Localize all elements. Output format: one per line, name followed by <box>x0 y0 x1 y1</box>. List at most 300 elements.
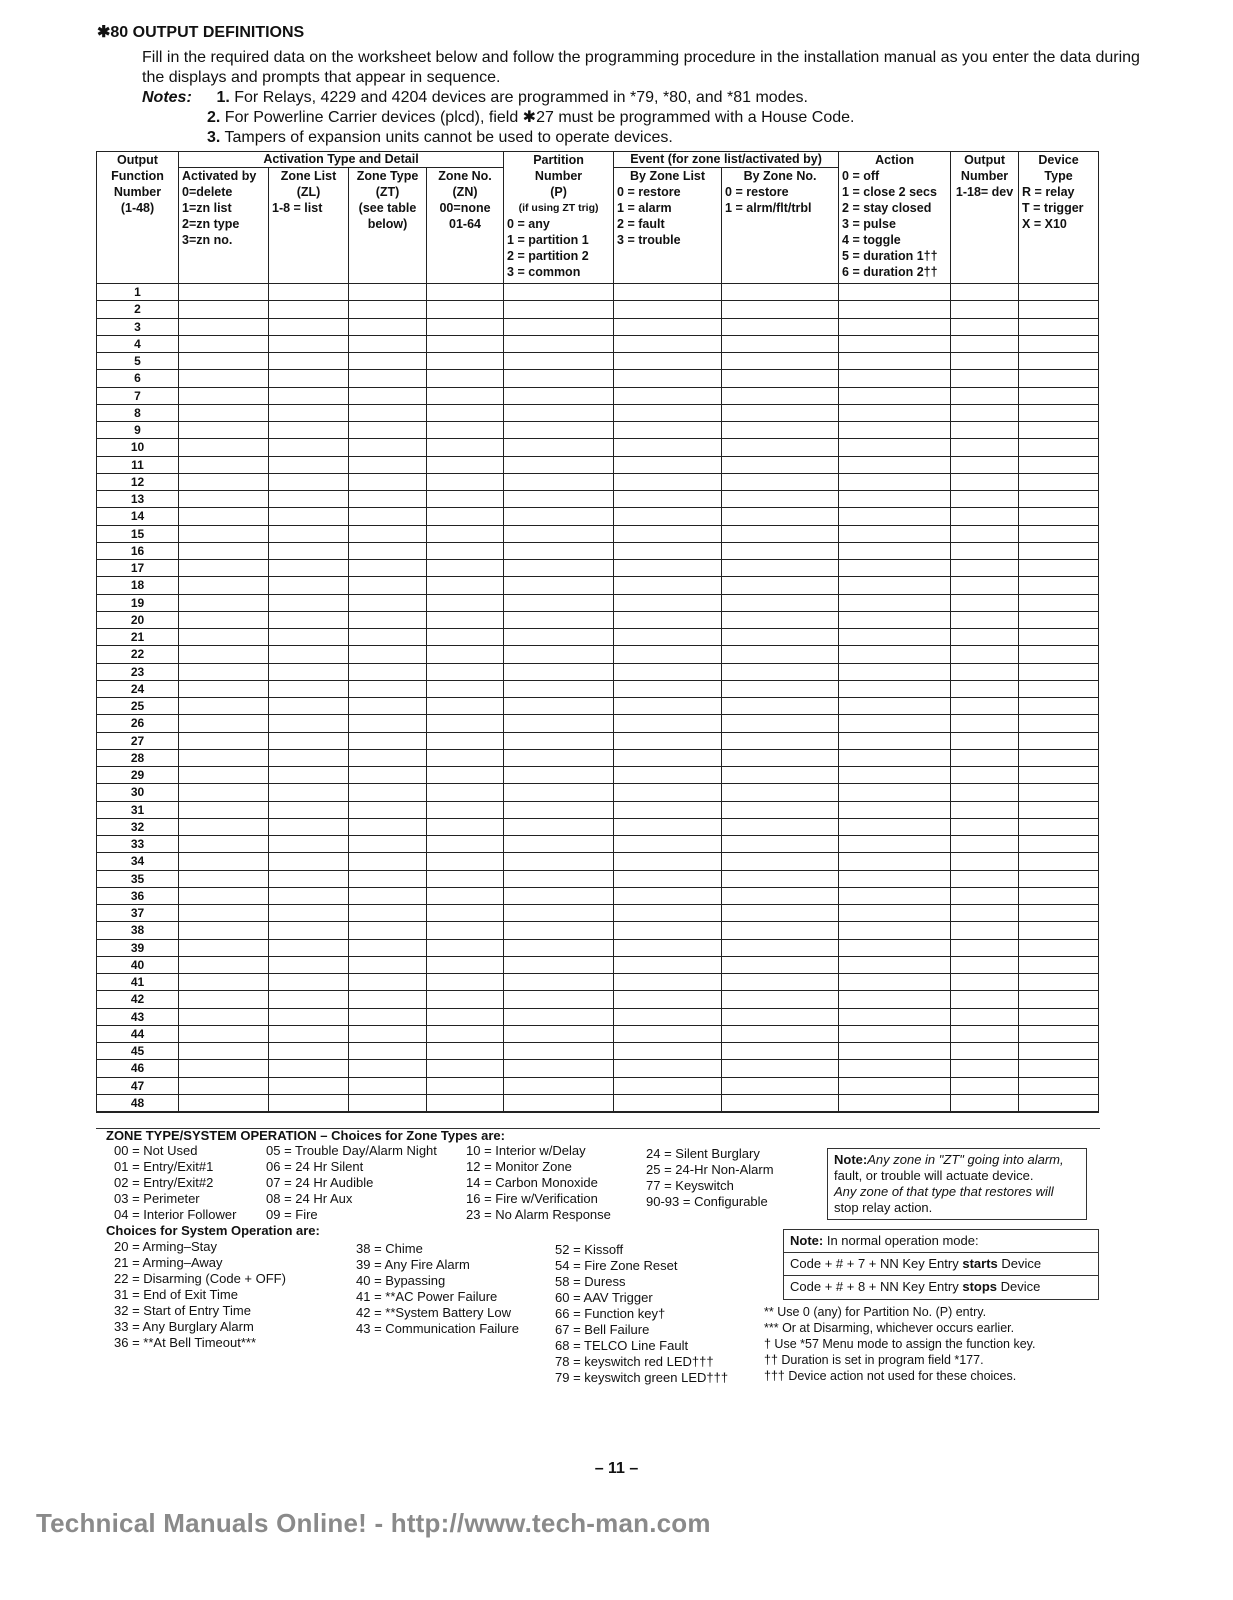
entry-cell[interactable] <box>1019 801 1099 818</box>
entry-cell[interactable] <box>349 1043 427 1060</box>
entry-cell[interactable] <box>179 508 269 525</box>
entry-cell[interactable] <box>1019 732 1099 749</box>
entry-cell[interactable] <box>722 301 839 318</box>
entry-cell[interactable] <box>951 922 1019 939</box>
entry-cell[interactable] <box>504 594 614 611</box>
entry-cell[interactable] <box>427 732 504 749</box>
entry-cell[interactable] <box>427 1008 504 1025</box>
entry-cell[interactable] <box>269 560 349 577</box>
entry-cell[interactable] <box>179 749 269 766</box>
entry-cell[interactable] <box>179 715 269 732</box>
entry-cell[interactable] <box>504 439 614 456</box>
entry-cell[interactable] <box>951 1025 1019 1042</box>
entry-cell[interactable] <box>951 663 1019 680</box>
entry-cell[interactable] <box>839 939 951 956</box>
entry-cell[interactable] <box>269 508 349 525</box>
entry-cell[interactable] <box>504 784 614 801</box>
entry-cell[interactable] <box>179 611 269 628</box>
entry-cell[interactable] <box>269 422 349 439</box>
entry-cell[interactable] <box>179 473 269 490</box>
entry-cell[interactable] <box>839 335 951 352</box>
entry-cell[interactable] <box>951 698 1019 715</box>
entry-cell[interactable] <box>951 491 1019 508</box>
entry-cell[interactable] <box>269 922 349 939</box>
entry-cell[interactable] <box>504 301 614 318</box>
entry-cell[interactable] <box>722 801 839 818</box>
entry-cell[interactable] <box>722 836 839 853</box>
entry-cell[interactable] <box>269 370 349 387</box>
entry-cell[interactable] <box>504 353 614 370</box>
entry-cell[interactable] <box>179 456 269 473</box>
entry-cell[interactable] <box>722 456 839 473</box>
entry-cell[interactable] <box>1019 749 1099 766</box>
entry-cell[interactable] <box>349 353 427 370</box>
entry-cell[interactable] <box>951 646 1019 663</box>
entry-cell[interactable] <box>349 767 427 784</box>
entry-cell[interactable] <box>1019 939 1099 956</box>
entry-cell[interactable] <box>1019 335 1099 352</box>
entry-cell[interactable] <box>504 974 614 991</box>
entry-cell[interactable] <box>427 422 504 439</box>
entry-cell[interactable] <box>839 404 951 421</box>
entry-cell[interactable] <box>614 473 722 490</box>
entry-cell[interactable] <box>839 542 951 559</box>
entry-cell[interactable] <box>504 629 614 646</box>
entry-cell[interactable] <box>1019 663 1099 680</box>
entry-cell[interactable] <box>349 560 427 577</box>
entry-cell[interactable] <box>179 542 269 559</box>
entry-cell[interactable] <box>839 318 951 335</box>
entry-cell[interactable] <box>951 370 1019 387</box>
entry-cell[interactable] <box>504 663 614 680</box>
entry-cell[interactable] <box>839 715 951 732</box>
entry-cell[interactable] <box>722 784 839 801</box>
entry-cell[interactable] <box>504 767 614 784</box>
entry-cell[interactable] <box>179 939 269 956</box>
entry-cell[interactable] <box>839 1025 951 1042</box>
entry-cell[interactable] <box>839 991 951 1008</box>
entry-cell[interactable] <box>614 577 722 594</box>
entry-cell[interactable] <box>1019 422 1099 439</box>
entry-cell[interactable] <box>722 663 839 680</box>
entry-cell[interactable] <box>349 491 427 508</box>
entry-cell[interactable] <box>1019 646 1099 663</box>
entry-cell[interactable] <box>614 680 722 697</box>
entry-cell[interactable] <box>839 663 951 680</box>
entry-cell[interactable] <box>614 318 722 335</box>
entry-cell[interactable] <box>504 870 614 887</box>
entry-cell[interactable] <box>179 404 269 421</box>
entry-cell[interactable] <box>504 749 614 766</box>
entry-cell[interactable] <box>1019 491 1099 508</box>
entry-cell[interactable] <box>1019 387 1099 404</box>
entry-cell[interactable] <box>722 542 839 559</box>
entry-cell[interactable] <box>614 1043 722 1060</box>
entry-cell[interactable] <box>269 836 349 853</box>
entry-cell[interactable] <box>179 887 269 904</box>
entry-cell[interactable] <box>839 284 951 301</box>
entry-cell[interactable] <box>504 922 614 939</box>
entry-cell[interactable] <box>839 1077 951 1094</box>
entry-cell[interactable] <box>722 991 839 1008</box>
entry-cell[interactable] <box>427 1043 504 1060</box>
entry-cell[interactable] <box>427 715 504 732</box>
entry-cell[interactable] <box>269 1025 349 1042</box>
entry-cell[interactable] <box>504 1094 614 1112</box>
entry-cell[interactable] <box>839 422 951 439</box>
entry-cell[interactable] <box>951 1094 1019 1112</box>
entry-cell[interactable] <box>951 956 1019 973</box>
entry-cell[interactable] <box>722 491 839 508</box>
entry-cell[interactable] <box>349 387 427 404</box>
entry-cell[interactable] <box>722 870 839 887</box>
entry-cell[interactable] <box>504 836 614 853</box>
entry-cell[interactable] <box>614 629 722 646</box>
entry-cell[interactable] <box>349 1060 427 1077</box>
entry-cell[interactable] <box>1019 767 1099 784</box>
entry-cell[interactable] <box>179 439 269 456</box>
entry-cell[interactable] <box>269 1043 349 1060</box>
entry-cell[interactable] <box>269 784 349 801</box>
entry-cell[interactable] <box>1019 404 1099 421</box>
entry-cell[interactable] <box>614 818 722 835</box>
entry-cell[interactable] <box>951 1043 1019 1060</box>
entry-cell[interactable] <box>504 404 614 421</box>
entry-cell[interactable] <box>504 905 614 922</box>
entry-cell[interactable] <box>179 1077 269 1094</box>
entry-cell[interactable] <box>722 439 839 456</box>
entry-cell[interactable] <box>269 801 349 818</box>
entry-cell[interactable] <box>722 422 839 439</box>
entry-cell[interactable] <box>951 508 1019 525</box>
entry-cell[interactable] <box>614 611 722 628</box>
entry-cell[interactable] <box>504 1008 614 1025</box>
entry-cell[interactable] <box>427 577 504 594</box>
entry-cell[interactable] <box>1019 439 1099 456</box>
entry-cell[interactable] <box>614 663 722 680</box>
entry-cell[interactable] <box>349 335 427 352</box>
entry-cell[interactable] <box>349 594 427 611</box>
entry-cell[interactable] <box>722 732 839 749</box>
entry-cell[interactable] <box>269 853 349 870</box>
entry-cell[interactable] <box>614 646 722 663</box>
entry-cell[interactable] <box>722 922 839 939</box>
entry-cell[interactable] <box>349 1077 427 1094</box>
entry-cell[interactable] <box>1019 922 1099 939</box>
entry-cell[interactable] <box>349 456 427 473</box>
entry-cell[interactable] <box>1019 680 1099 697</box>
entry-cell[interactable] <box>722 715 839 732</box>
entry-cell[interactable] <box>614 301 722 318</box>
entry-cell[interactable] <box>179 353 269 370</box>
entry-cell[interactable] <box>427 1025 504 1042</box>
entry-cell[interactable] <box>1019 905 1099 922</box>
entry-cell[interactable] <box>179 560 269 577</box>
entry-cell[interactable] <box>349 508 427 525</box>
entry-cell[interactable] <box>427 853 504 870</box>
entry-cell[interactable] <box>349 991 427 1008</box>
entry-cell[interactable] <box>614 939 722 956</box>
entry-cell[interactable] <box>269 301 349 318</box>
entry-cell[interactable] <box>951 939 1019 956</box>
entry-cell[interactable] <box>1019 853 1099 870</box>
entry-cell[interactable] <box>839 525 951 542</box>
entry-cell[interactable] <box>179 922 269 939</box>
entry-cell[interactable] <box>839 577 951 594</box>
entry-cell[interactable] <box>427 318 504 335</box>
entry-cell[interactable] <box>269 767 349 784</box>
entry-cell[interactable] <box>427 491 504 508</box>
entry-cell[interactable] <box>504 577 614 594</box>
entry-cell[interactable] <box>722 1008 839 1025</box>
entry-cell[interactable] <box>614 370 722 387</box>
entry-cell[interactable] <box>722 939 839 956</box>
entry-cell[interactable] <box>839 836 951 853</box>
entry-cell[interactable] <box>179 370 269 387</box>
entry-cell[interactable] <box>427 404 504 421</box>
entry-cell[interactable] <box>839 370 951 387</box>
entry-cell[interactable] <box>427 370 504 387</box>
entry-cell[interactable] <box>722 1077 839 1094</box>
entry-cell[interactable] <box>614 508 722 525</box>
entry-cell[interactable] <box>1019 284 1099 301</box>
entry-cell[interactable] <box>179 767 269 784</box>
entry-cell[interactable] <box>614 749 722 766</box>
entry-cell[interactable] <box>504 853 614 870</box>
entry-cell[interactable] <box>427 284 504 301</box>
entry-cell[interactable] <box>427 1077 504 1094</box>
entry-cell[interactable] <box>349 525 427 542</box>
entry-cell[interactable] <box>504 542 614 559</box>
entry-cell[interactable] <box>179 387 269 404</box>
entry-cell[interactable] <box>504 1043 614 1060</box>
entry-cell[interactable] <box>427 353 504 370</box>
entry-cell[interactable] <box>722 508 839 525</box>
entry-cell[interactable] <box>504 1077 614 1094</box>
entry-cell[interactable] <box>504 370 614 387</box>
entry-cell[interactable] <box>427 749 504 766</box>
entry-cell[interactable] <box>951 801 1019 818</box>
entry-cell[interactable] <box>839 922 951 939</box>
entry-cell[interactable] <box>504 698 614 715</box>
entry-cell[interactable] <box>614 1025 722 1042</box>
entry-cell[interactable] <box>269 335 349 352</box>
entry-cell[interactable] <box>839 818 951 835</box>
entry-cell[interactable] <box>349 680 427 697</box>
entry-cell[interactable] <box>839 508 951 525</box>
entry-cell[interactable] <box>951 715 1019 732</box>
entry-cell[interactable] <box>269 663 349 680</box>
entry-cell[interactable] <box>427 956 504 973</box>
entry-cell[interactable] <box>349 301 427 318</box>
entry-cell[interactable] <box>839 956 951 973</box>
entry-cell[interactable] <box>349 1094 427 1112</box>
entry-cell[interactable] <box>722 905 839 922</box>
entry-cell[interactable] <box>951 594 1019 611</box>
entry-cell[interactable] <box>349 801 427 818</box>
entry-cell[interactable] <box>179 1008 269 1025</box>
entry-cell[interactable] <box>951 611 1019 628</box>
entry-cell[interactable] <box>349 404 427 421</box>
entry-cell[interactable] <box>614 594 722 611</box>
entry-cell[interactable] <box>614 870 722 887</box>
entry-cell[interactable] <box>349 956 427 973</box>
entry-cell[interactable] <box>504 473 614 490</box>
entry-cell[interactable] <box>269 905 349 922</box>
entry-cell[interactable] <box>614 767 722 784</box>
entry-cell[interactable] <box>839 767 951 784</box>
entry-cell[interactable] <box>179 956 269 973</box>
entry-cell[interactable] <box>839 491 951 508</box>
entry-cell[interactable] <box>839 456 951 473</box>
entry-cell[interactable] <box>614 439 722 456</box>
entry-cell[interactable] <box>722 387 839 404</box>
entry-cell[interactable] <box>839 1094 951 1112</box>
entry-cell[interactable] <box>349 284 427 301</box>
entry-cell[interactable] <box>839 301 951 318</box>
entry-cell[interactable] <box>722 284 839 301</box>
entry-cell[interactable] <box>614 335 722 352</box>
entry-cell[interactable] <box>349 887 427 904</box>
entry-cell[interactable] <box>614 1094 722 1112</box>
entry-cell[interactable] <box>839 594 951 611</box>
entry-cell[interactable] <box>722 698 839 715</box>
entry-cell[interactable] <box>614 284 722 301</box>
entry-cell[interactable] <box>427 836 504 853</box>
entry-cell[interactable] <box>722 749 839 766</box>
entry-cell[interactable] <box>504 335 614 352</box>
entry-cell[interactable] <box>349 715 427 732</box>
entry-cell[interactable] <box>179 491 269 508</box>
entry-cell[interactable] <box>179 335 269 352</box>
entry-cell[interactable] <box>269 818 349 835</box>
entry-cell[interactable] <box>951 318 1019 335</box>
entry-cell[interactable] <box>839 974 951 991</box>
entry-cell[interactable] <box>951 456 1019 473</box>
entry-cell[interactable] <box>427 905 504 922</box>
entry-cell[interactable] <box>614 853 722 870</box>
entry-cell[interactable] <box>722 1025 839 1042</box>
entry-cell[interactable] <box>722 1043 839 1060</box>
entry-cell[interactable] <box>1019 1094 1099 1112</box>
entry-cell[interactable] <box>349 439 427 456</box>
entry-cell[interactable] <box>722 353 839 370</box>
entry-cell[interactable] <box>722 318 839 335</box>
entry-cell[interactable] <box>269 887 349 904</box>
entry-cell[interactable] <box>614 991 722 1008</box>
entry-cell[interactable] <box>179 991 269 1008</box>
entry-cell[interactable] <box>179 663 269 680</box>
entry-cell[interactable] <box>427 784 504 801</box>
entry-cell[interactable] <box>504 456 614 473</box>
entry-cell[interactable] <box>427 698 504 715</box>
entry-cell[interactable] <box>349 905 427 922</box>
entry-cell[interactable] <box>427 801 504 818</box>
entry-cell[interactable] <box>504 680 614 697</box>
entry-cell[interactable] <box>722 525 839 542</box>
entry-cell[interactable] <box>614 698 722 715</box>
entry-cell[interactable] <box>179 301 269 318</box>
entry-cell[interactable] <box>839 853 951 870</box>
entry-cell[interactable] <box>1019 1008 1099 1025</box>
entry-cell[interactable] <box>427 1060 504 1077</box>
entry-cell[interactable] <box>1019 594 1099 611</box>
entry-cell[interactable] <box>269 870 349 887</box>
entry-cell[interactable] <box>839 905 951 922</box>
entry-cell[interactable] <box>951 525 1019 542</box>
entry-cell[interactable] <box>349 646 427 663</box>
entry-cell[interactable] <box>349 784 427 801</box>
entry-cell[interactable] <box>722 767 839 784</box>
entry-cell[interactable] <box>614 404 722 421</box>
entry-cell[interactable] <box>1019 629 1099 646</box>
entry-cell[interactable] <box>504 801 614 818</box>
entry-cell[interactable] <box>614 456 722 473</box>
entry-cell[interactable] <box>427 473 504 490</box>
entry-cell[interactable] <box>614 542 722 559</box>
entry-cell[interactable] <box>427 646 504 663</box>
entry-cell[interactable] <box>179 284 269 301</box>
entry-cell[interactable] <box>722 1060 839 1077</box>
entry-cell[interactable] <box>504 818 614 835</box>
entry-cell[interactable] <box>269 646 349 663</box>
entry-cell[interactable] <box>951 1077 1019 1094</box>
entry-cell[interactable] <box>951 1060 1019 1077</box>
entry-cell[interactable] <box>269 629 349 646</box>
entry-cell[interactable] <box>839 646 951 663</box>
entry-cell[interactable] <box>504 525 614 542</box>
entry-cell[interactable] <box>722 1094 839 1112</box>
entry-cell[interactable] <box>427 974 504 991</box>
entry-cell[interactable] <box>427 818 504 835</box>
entry-cell[interactable] <box>269 1077 349 1094</box>
entry-cell[interactable] <box>504 1025 614 1042</box>
entry-cell[interactable] <box>349 939 427 956</box>
entry-cell[interactable] <box>614 1060 722 1077</box>
entry-cell[interactable] <box>427 387 504 404</box>
entry-cell[interactable] <box>427 939 504 956</box>
entry-cell[interactable] <box>427 611 504 628</box>
entry-cell[interactable] <box>504 1060 614 1077</box>
entry-cell[interactable] <box>349 870 427 887</box>
entry-cell[interactable] <box>179 1043 269 1060</box>
entry-cell[interactable] <box>951 284 1019 301</box>
entry-cell[interactable] <box>722 404 839 421</box>
entry-cell[interactable] <box>504 646 614 663</box>
entry-cell[interactable] <box>179 646 269 663</box>
entry-cell[interactable] <box>722 560 839 577</box>
entry-cell[interactable] <box>427 594 504 611</box>
entry-cell[interactable] <box>951 818 1019 835</box>
entry-cell[interactable] <box>1019 456 1099 473</box>
entry-cell[interactable] <box>1019 887 1099 904</box>
entry-cell[interactable] <box>722 853 839 870</box>
entry-cell[interactable] <box>504 611 614 628</box>
entry-cell[interactable] <box>722 974 839 991</box>
entry-cell[interactable] <box>951 870 1019 887</box>
entry-cell[interactable] <box>951 974 1019 991</box>
entry-cell[interactable] <box>179 818 269 835</box>
entry-cell[interactable] <box>349 577 427 594</box>
entry-cell[interactable] <box>349 473 427 490</box>
entry-cell[interactable] <box>504 991 614 1008</box>
entry-cell[interactable] <box>349 749 427 766</box>
entry-cell[interactable] <box>349 422 427 439</box>
entry-cell[interactable] <box>269 439 349 456</box>
entry-cell[interactable] <box>427 335 504 352</box>
entry-cell[interactable] <box>349 922 427 939</box>
entry-cell[interactable] <box>1019 715 1099 732</box>
